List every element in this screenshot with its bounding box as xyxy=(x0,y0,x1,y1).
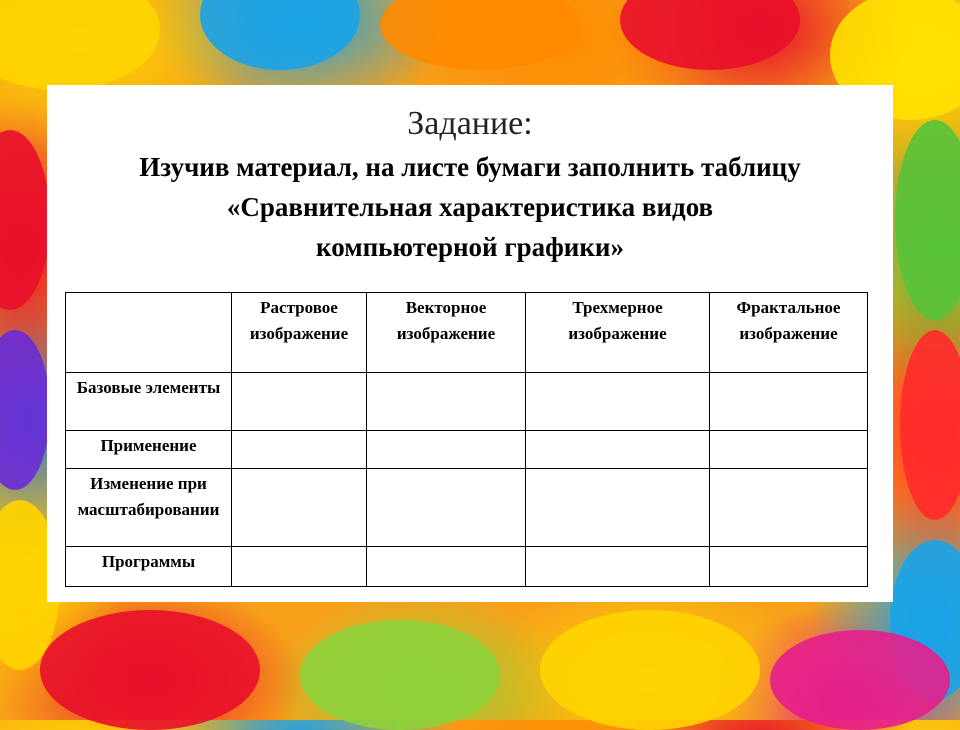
content-card xyxy=(47,85,893,602)
row-label-cell: Изменение при масштабировании xyxy=(66,469,232,547)
table-cell xyxy=(232,547,367,587)
table-cell xyxy=(526,431,710,469)
paint-splash-decoration xyxy=(0,130,50,310)
table-cell xyxy=(526,547,710,587)
table-cell xyxy=(710,469,868,547)
table-cell xyxy=(232,373,367,431)
paint-splash-decoration xyxy=(770,630,950,730)
table-header-cell: Векторное изображение xyxy=(367,293,526,373)
subtitle-line: компьютерной графики» xyxy=(316,232,624,262)
table-row xyxy=(66,469,868,547)
subtitle-line: Изучив материал, на листе бумаги заполнить таблицу xyxy=(139,152,801,182)
row-label-cell: Применение xyxy=(66,431,232,469)
slide-title: Задание: xyxy=(407,105,533,142)
paint-splash-decoration xyxy=(900,330,960,520)
table-cell xyxy=(710,431,868,469)
table-cell xyxy=(526,469,710,547)
table-cell xyxy=(710,373,868,431)
table-cell xyxy=(710,547,868,587)
table-header-cell xyxy=(66,293,232,373)
paint-splash-decoration xyxy=(0,330,50,490)
table-header-row xyxy=(66,293,868,373)
paint-splash-decoration xyxy=(300,620,500,730)
table-row xyxy=(66,373,868,431)
paint-splash-decoration xyxy=(540,610,760,730)
comparison-table-wrapper xyxy=(65,292,867,586)
table-cell xyxy=(367,431,526,469)
table-cell xyxy=(367,547,526,587)
row-label-cell: Базовые элементы xyxy=(66,373,232,431)
row-label-cell: Программы xyxy=(66,547,232,587)
paint-splash-decoration xyxy=(620,0,800,70)
table-header-cell: Фрактальное изображение xyxy=(710,293,868,373)
table-header-cell: Растровое изображение xyxy=(232,293,367,373)
table-cell xyxy=(232,431,367,469)
slide-subtitle xyxy=(47,147,893,267)
comparison-table xyxy=(65,292,868,587)
paint-splash-decoration xyxy=(40,610,260,730)
paint-splash-decoration xyxy=(200,0,360,70)
paint-splash-decoration xyxy=(895,120,960,320)
table-cell xyxy=(232,469,367,547)
table-cell xyxy=(367,373,526,431)
subtitle-line: «Сравнительная характеристика видов xyxy=(226,192,714,222)
table-row xyxy=(66,547,868,587)
table-header-cell: Трехмерное изображение xyxy=(526,293,710,373)
paint-splash-decoration xyxy=(380,0,580,70)
paint-splash-decoration xyxy=(0,0,160,90)
table-cell xyxy=(367,469,526,547)
table-row xyxy=(66,431,868,469)
table-cell xyxy=(526,373,710,431)
